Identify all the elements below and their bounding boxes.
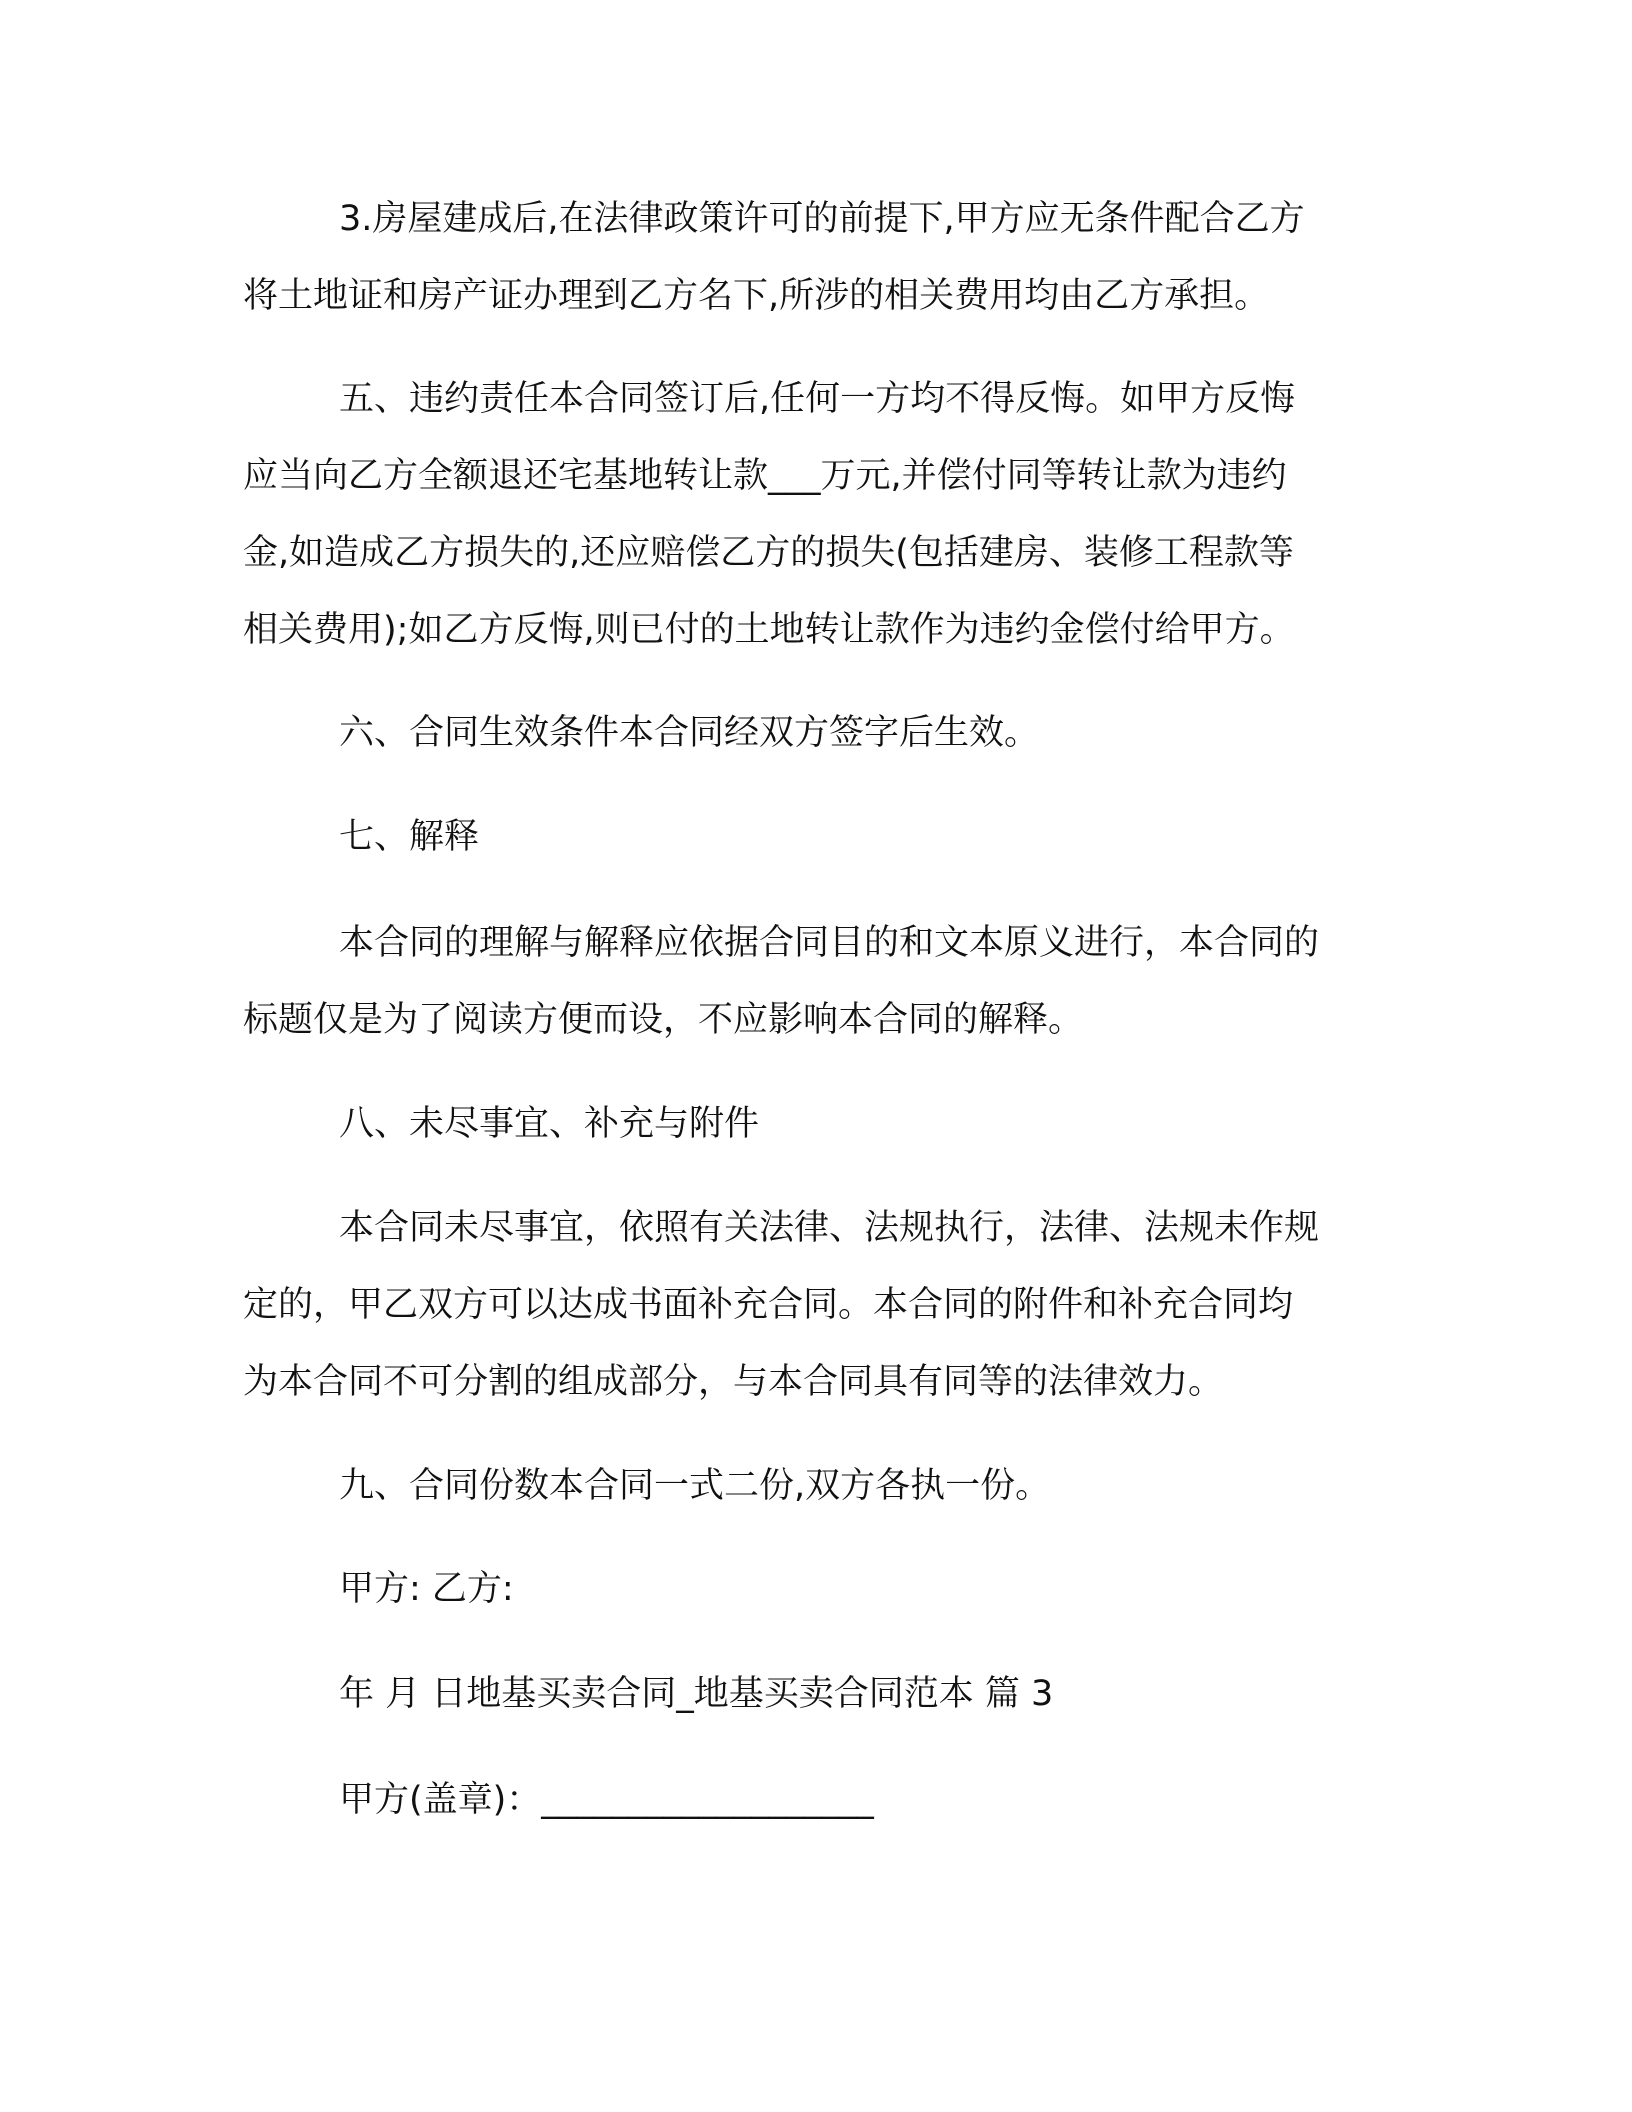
date-and-next-title: [243, 1656, 1383, 1733]
text-line: 为本合同不可分割的组成部分，与本合同具有同等的法律效力。: [243, 1362, 1224, 1402]
paragraph-copies: [243, 1448, 1383, 1525]
text-line: 七、解释: [339, 817, 480, 857]
text-line: 甲方: 乙方:: [339, 1569, 514, 1609]
text-line: 金,如造成乙方损失的,还应赔偿乙方的损失(包括建房、装修工程款等: [243, 533, 1294, 573]
paragraph-breach-liability: [243, 361, 1383, 669]
text-line: 本合同的理解与解释应依据合同目的和文本原义进行，本合同的: [339, 923, 1320, 963]
party-a-seal-line: [243, 1762, 1383, 1839]
paragraph-supplementary: [243, 1190, 1383, 1421]
paragraph-effective-conditions: [243, 695, 1383, 772]
text-line: 将土地证和房产证办理到乙方名下,所涉的相关费用均由乙方承担。: [243, 276, 1270, 316]
section-heading-supplementary: [243, 1086, 1383, 1163]
text-line: 本合同未尽事宜，依照有关法律、法规执行，法律、法规未作规: [339, 1208, 1320, 1248]
section-heading-interpretation: [243, 799, 1383, 876]
text-line: 年 月 日地基买卖合同_地基买卖合同范本 篇 3: [339, 1674, 1054, 1714]
signature-parties: [243, 1551, 1383, 1628]
text-line: 八、未尽事宜、补充与附件: [339, 1104, 760, 1144]
text-line: 定的，甲乙双方可以达成书面补充合同。本合同的附件和补充合同均: [243, 1285, 1294, 1325]
text-line: 应当向乙方全额退还宅基地转让款___万元,并偿付同等转让款为违约: [243, 456, 1287, 496]
text-line: 标题仅是为了阅读方便而设，不应影响本合同的解释。: [243, 1000, 1084, 1040]
text-line: 相关费用);如乙方反悔,则已付的土地转让款作为违约金偿付给甲方。: [243, 610, 1295, 650]
text-line: 甲方(盖章)：___________________: [339, 1780, 874, 1820]
paragraph-interpretation: [243, 905, 1383, 1059]
text-line: 五、违约责任本合同签订后,任何一方均不得反悔。如甲方反悔: [339, 379, 1296, 419]
text-line: 3.房屋建成后,在法律政策许可的前提下,甲方应无条件配合乙方: [339, 199, 1305, 239]
text-line: 九、合同份数本合同一式二份,双方各执一份。: [339, 1466, 1051, 1506]
paragraph-house-registration: [243, 181, 1383, 335]
text-line: 六、合同生效条件本合同经双方签字后生效。: [339, 713, 1040, 753]
